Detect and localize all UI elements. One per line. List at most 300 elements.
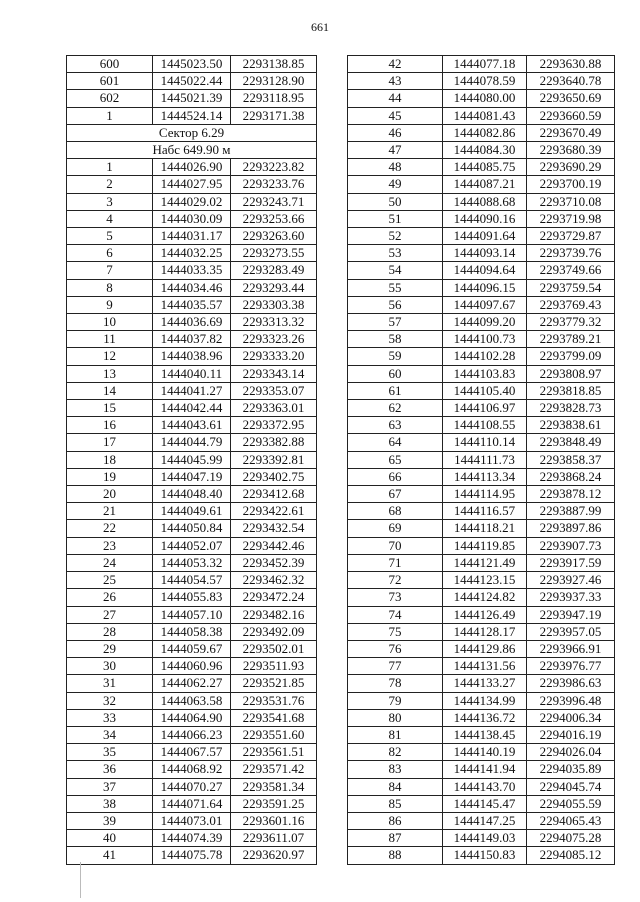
x-coordinate: 1444138.45 — [443, 726, 527, 743]
table-row — [67, 400, 317, 417]
x-coordinate: 1444145.47 — [443, 795, 527, 812]
y-coordinate: 2293382.88 — [231, 434, 317, 451]
table-row — [348, 692, 615, 709]
point-number: 2 — [67, 176, 153, 193]
x-coordinate: 1444091.64 — [443, 228, 527, 245]
table-row — [348, 606, 615, 623]
table-row — [67, 761, 317, 778]
table-row — [67, 778, 317, 795]
y-coordinate: 2293551.60 — [231, 726, 317, 743]
y-coordinate: 2294075.28 — [527, 830, 615, 847]
y-coordinate: 2294085.12 — [527, 847, 615, 864]
x-coordinate: 1444114.95 — [443, 486, 527, 503]
x-coordinate: 1444043.61 — [153, 417, 231, 434]
y-coordinate: 2293710.08 — [527, 193, 615, 210]
x-coordinate: 1444062.27 — [153, 675, 231, 692]
table-row — [348, 709, 615, 726]
x-coordinate: 1444082.86 — [443, 124, 527, 141]
y-coordinate: 2293680.39 — [527, 142, 615, 159]
x-coordinate: 1444057.10 — [153, 606, 231, 623]
y-coordinate: 2293789.21 — [527, 331, 615, 348]
y-coordinate: 2293273.55 — [231, 245, 317, 262]
y-coordinate: 2293233.76 — [231, 176, 317, 193]
point-number: 602 — [67, 90, 153, 107]
table-row — [67, 812, 317, 829]
point-number: 52 — [348, 228, 443, 245]
y-coordinate: 2293976.77 — [527, 658, 615, 675]
point-number: 9 — [67, 296, 153, 313]
table-row — [67, 228, 317, 245]
point-number: 40 — [67, 830, 153, 847]
point-number: 24 — [67, 554, 153, 571]
table-row — [67, 417, 317, 434]
x-coordinate: 1444524.14 — [153, 107, 231, 124]
x-coordinate: 1444032.25 — [153, 245, 231, 262]
point-number: 14 — [67, 382, 153, 399]
y-coordinate: 2294016.19 — [527, 726, 615, 743]
table-row — [348, 675, 615, 692]
point-number: 83 — [348, 761, 443, 778]
point-number: 3 — [67, 193, 153, 210]
x-coordinate: 1444048.40 — [153, 486, 231, 503]
point-number: 26 — [67, 589, 153, 606]
x-coordinate: 1444090.16 — [443, 210, 527, 227]
table-row — [348, 142, 615, 159]
table-row — [348, 554, 615, 571]
point-number: 1 — [67, 159, 153, 176]
table-row — [348, 812, 615, 829]
point-number: 48 — [348, 159, 443, 176]
section-title-row — [67, 124, 317, 141]
table-row — [67, 503, 317, 520]
y-coordinate: 2293293.44 — [231, 279, 317, 296]
point-number: 68 — [348, 503, 443, 520]
x-coordinate: 1444110.14 — [443, 434, 527, 451]
x-coordinate: 1444074.39 — [153, 830, 231, 847]
x-coordinate: 1444029.02 — [153, 193, 231, 210]
point-number: 76 — [348, 640, 443, 657]
table-row — [67, 675, 317, 692]
y-coordinate: 2293660.59 — [527, 107, 615, 124]
x-coordinate: 1444140.19 — [443, 744, 527, 761]
point-number: 41 — [67, 847, 153, 864]
y-coordinate: 2293828.73 — [527, 400, 615, 417]
table-row — [67, 451, 317, 468]
y-coordinate: 2293392.81 — [231, 451, 317, 468]
x-coordinate: 1444102.28 — [443, 348, 527, 365]
x-coordinate: 1444118.21 — [443, 520, 527, 537]
x-coordinate: 1444150.83 — [443, 847, 527, 864]
x-coordinate: 1444149.03 — [443, 830, 527, 847]
x-coordinate: 1445022.44 — [153, 73, 231, 90]
y-coordinate: 2293462.32 — [231, 572, 317, 589]
table-row — [348, 124, 615, 141]
point-number: 65 — [348, 451, 443, 468]
point-number: 15 — [67, 400, 153, 417]
point-number: 87 — [348, 830, 443, 847]
x-coordinate: 1444081.43 — [443, 107, 527, 124]
y-coordinate: 2293323.26 — [231, 331, 317, 348]
table-row — [67, 606, 317, 623]
table-row — [348, 830, 615, 847]
y-coordinate: 2293531.76 — [231, 692, 317, 709]
table-row — [348, 279, 615, 296]
table-row — [67, 537, 317, 554]
x-coordinate: 1444044.79 — [153, 434, 231, 451]
coordinates-table-right — [347, 55, 615, 865]
y-coordinate: 2293749.66 — [527, 262, 615, 279]
point-number: 70 — [348, 537, 443, 554]
table-row — [348, 537, 615, 554]
point-number: 46 — [348, 124, 443, 141]
x-coordinate: 1444026.90 — [153, 159, 231, 176]
x-coordinate: 1444036.69 — [153, 314, 231, 331]
table-row — [348, 193, 615, 210]
point-number: 47 — [348, 142, 443, 159]
table-row — [67, 262, 317, 279]
y-coordinate: 2293739.76 — [527, 245, 615, 262]
table-row — [348, 468, 615, 485]
y-coordinate: 2293620.97 — [231, 847, 317, 864]
table-row — [348, 296, 615, 313]
x-coordinate: 1444094.64 — [443, 262, 527, 279]
point-number: 45 — [348, 107, 443, 124]
x-coordinate: 1444052.07 — [153, 537, 231, 554]
x-coordinate: 1444084.30 — [443, 142, 527, 159]
point-number: 27 — [67, 606, 153, 623]
y-coordinate: 2293818.85 — [527, 382, 615, 399]
point-number: 42 — [348, 56, 443, 73]
y-coordinate: 2293253.66 — [231, 210, 317, 227]
point-number: 64 — [348, 434, 443, 451]
table-row — [348, 176, 615, 193]
table-row — [348, 90, 615, 107]
y-coordinate: 2293372.95 — [231, 417, 317, 434]
section-area: Набс 649.90 м — [67, 142, 317, 159]
table-row — [67, 56, 317, 73]
table-row — [67, 296, 317, 313]
point-number: 51 — [348, 210, 443, 227]
y-coordinate: 2293571.42 — [231, 761, 317, 778]
point-number: 32 — [67, 692, 153, 709]
y-coordinate: 2293957.05 — [527, 623, 615, 640]
point-number: 20 — [67, 486, 153, 503]
x-coordinate: 1444100.73 — [443, 331, 527, 348]
point-number: 21 — [67, 503, 153, 520]
table-row — [67, 847, 317, 864]
scan-edge-mark — [80, 862, 81, 898]
table-row — [348, 262, 615, 279]
table-row — [67, 382, 317, 399]
point-number: 33 — [67, 709, 153, 726]
x-coordinate: 1444088.68 — [443, 193, 527, 210]
table-row — [348, 210, 615, 227]
table-row — [348, 589, 615, 606]
y-coordinate: 2293838.61 — [527, 417, 615, 434]
table-row — [348, 73, 615, 90]
y-coordinate: 2293927.46 — [527, 572, 615, 589]
point-number: 61 — [348, 382, 443, 399]
table-row — [348, 159, 615, 176]
table-row — [348, 623, 615, 640]
x-coordinate: 1445023.50 — [153, 56, 231, 73]
left-table-rows — [67, 159, 317, 864]
point-number: 62 — [348, 400, 443, 417]
table-row — [348, 245, 615, 262]
right-table-rows — [348, 56, 615, 865]
y-coordinate: 2294065.43 — [527, 812, 615, 829]
point-number: 1 — [67, 107, 153, 124]
y-coordinate: 2293769.43 — [527, 296, 615, 313]
y-coordinate: 2293482.16 — [231, 606, 317, 623]
point-number: 35 — [67, 744, 153, 761]
y-coordinate: 2293128.90 — [231, 73, 317, 90]
x-coordinate: 1444136.72 — [443, 709, 527, 726]
section-area-row — [67, 142, 317, 159]
x-coordinate: 1444041.27 — [153, 382, 231, 399]
x-coordinate: 1444040.11 — [153, 365, 231, 382]
y-coordinate: 2294006.34 — [527, 709, 615, 726]
table-row — [67, 159, 317, 176]
table-row — [67, 744, 317, 761]
x-coordinate: 1444129.86 — [443, 640, 527, 657]
table-row — [67, 90, 317, 107]
point-number: 37 — [67, 778, 153, 795]
y-coordinate: 2293878.12 — [527, 486, 615, 503]
point-number: 59 — [348, 348, 443, 365]
y-coordinate: 2293808.97 — [527, 365, 615, 382]
point-number: 10 — [67, 314, 153, 331]
table-row — [67, 589, 317, 606]
y-coordinate: 2293492.09 — [231, 623, 317, 640]
table-row — [348, 486, 615, 503]
table-row — [67, 468, 317, 485]
point-number: 28 — [67, 623, 153, 640]
x-coordinate: 1444027.95 — [153, 176, 231, 193]
x-coordinate: 1444035.57 — [153, 296, 231, 313]
point-number: 12 — [67, 348, 153, 365]
y-coordinate: 2293700.19 — [527, 176, 615, 193]
x-coordinate: 1444075.78 — [153, 847, 231, 864]
point-number: 5 — [67, 228, 153, 245]
page-number: 661 — [311, 20, 329, 34]
x-coordinate: 1444097.67 — [443, 296, 527, 313]
y-coordinate: 2293591.25 — [231, 795, 317, 812]
point-number: 88 — [348, 847, 443, 864]
x-coordinate: 1444063.58 — [153, 692, 231, 709]
point-number: 63 — [348, 417, 443, 434]
y-coordinate: 2293283.49 — [231, 262, 317, 279]
table-row — [67, 554, 317, 571]
y-coordinate: 2294026.04 — [527, 744, 615, 761]
x-coordinate: 1444034.46 — [153, 279, 231, 296]
table-row — [67, 279, 317, 296]
table-row — [348, 400, 615, 417]
point-number: 600 — [67, 56, 153, 73]
y-coordinate: 2293868.24 — [527, 468, 615, 485]
point-number: 55 — [348, 279, 443, 296]
x-coordinate: 1444031.17 — [153, 228, 231, 245]
point-number: 56 — [348, 296, 443, 313]
y-coordinate: 2293541.68 — [231, 709, 317, 726]
y-coordinate: 2293937.33 — [527, 589, 615, 606]
y-coordinate: 2293947.19 — [527, 606, 615, 623]
table-row — [348, 331, 615, 348]
x-coordinate: 1444050.84 — [153, 520, 231, 537]
left-table-top-rows — [67, 56, 317, 125]
y-coordinate: 2293799.09 — [527, 348, 615, 365]
y-coordinate: 2293452.39 — [231, 554, 317, 571]
table-row — [348, 107, 615, 124]
point-number: 72 — [348, 572, 443, 589]
x-coordinate: 1444123.15 — [443, 572, 527, 589]
y-coordinate: 2293887.99 — [527, 503, 615, 520]
y-coordinate: 2293858.37 — [527, 451, 615, 468]
x-coordinate: 1444042.44 — [153, 400, 231, 417]
x-coordinate: 1444045.99 — [153, 451, 231, 468]
table-row — [67, 245, 317, 262]
x-coordinate: 1444054.57 — [153, 572, 231, 589]
table-row — [67, 193, 317, 210]
x-coordinate: 1444124.82 — [443, 589, 527, 606]
point-number: 84 — [348, 778, 443, 795]
x-coordinate: 1444033.35 — [153, 262, 231, 279]
x-coordinate: 1444078.59 — [443, 73, 527, 90]
y-coordinate: 2293402.75 — [231, 468, 317, 485]
table-row — [67, 314, 317, 331]
table-row — [67, 73, 317, 90]
x-coordinate: 1444070.27 — [153, 778, 231, 795]
point-number: 78 — [348, 675, 443, 692]
x-coordinate: 1444134.99 — [443, 692, 527, 709]
x-coordinate: 1444064.90 — [153, 709, 231, 726]
y-coordinate: 2293611.07 — [231, 830, 317, 847]
point-number: 7 — [67, 262, 153, 279]
y-coordinate: 2293138.85 — [231, 56, 317, 73]
y-coordinate: 2293986.63 — [527, 675, 615, 692]
x-coordinate: 1444119.85 — [443, 537, 527, 554]
table-row — [348, 348, 615, 365]
x-coordinate: 1444105.40 — [443, 382, 527, 399]
coordinates-table-left — [66, 55, 317, 865]
x-coordinate: 1444085.75 — [443, 159, 527, 176]
table-row — [67, 365, 317, 382]
point-number: 4 — [67, 210, 153, 227]
table-row — [348, 503, 615, 520]
point-number: 50 — [348, 193, 443, 210]
point-number: 17 — [67, 434, 153, 451]
point-number: 49 — [348, 176, 443, 193]
y-coordinate: 2293521.85 — [231, 675, 317, 692]
y-coordinate: 2293907.73 — [527, 537, 615, 554]
y-coordinate: 2293601.16 — [231, 812, 317, 829]
point-number: 74 — [348, 606, 443, 623]
x-coordinate: 1444047.19 — [153, 468, 231, 485]
table-row — [67, 520, 317, 537]
table-row — [67, 107, 317, 124]
y-coordinate: 2293502.01 — [231, 640, 317, 657]
y-coordinate: 2293650.69 — [527, 90, 615, 107]
x-coordinate: 1444141.94 — [443, 761, 527, 778]
left-table-section-header — [67, 124, 317, 158]
x-coordinate: 1444053.32 — [153, 554, 231, 571]
point-number: 66 — [348, 468, 443, 485]
point-number: 29 — [67, 640, 153, 657]
x-coordinate: 1444030.09 — [153, 210, 231, 227]
y-coordinate: 2293333.20 — [231, 348, 317, 365]
table-row — [67, 795, 317, 812]
table-row — [348, 572, 615, 589]
point-number: 80 — [348, 709, 443, 726]
x-coordinate: 1444093.14 — [443, 245, 527, 262]
point-number: 22 — [67, 520, 153, 537]
y-coordinate: 2294045.74 — [527, 778, 615, 795]
x-coordinate: 1444103.83 — [443, 365, 527, 382]
y-coordinate: 2293472.24 — [231, 589, 317, 606]
y-coordinate: 2293263.60 — [231, 228, 317, 245]
x-coordinate: 1444128.17 — [443, 623, 527, 640]
table-row — [348, 778, 615, 795]
table-row — [67, 830, 317, 847]
point-number: 19 — [67, 468, 153, 485]
table-row — [67, 331, 317, 348]
point-number: 8 — [67, 279, 153, 296]
y-coordinate: 2293719.98 — [527, 210, 615, 227]
x-coordinate: 1444131.56 — [443, 658, 527, 675]
x-coordinate: 1444147.25 — [443, 812, 527, 829]
y-coordinate: 2293343.14 — [231, 365, 317, 382]
point-number: 23 — [67, 537, 153, 554]
x-coordinate: 1444067.57 — [153, 744, 231, 761]
point-number: 601 — [67, 73, 153, 90]
point-number: 54 — [348, 262, 443, 279]
point-number: 34 — [67, 726, 153, 743]
y-coordinate: 2294035.89 — [527, 761, 615, 778]
table-row — [67, 726, 317, 743]
x-coordinate: 1444037.82 — [153, 331, 231, 348]
y-coordinate: 2293966.91 — [527, 640, 615, 657]
x-coordinate: 1444058.38 — [153, 623, 231, 640]
x-coordinate: 1444113.34 — [443, 468, 527, 485]
table-row — [348, 640, 615, 657]
point-number: 43 — [348, 73, 443, 90]
table-row — [348, 451, 615, 468]
x-coordinate: 1444055.83 — [153, 589, 231, 606]
x-coordinate: 1444111.73 — [443, 451, 527, 468]
table-row — [67, 348, 317, 365]
point-number: 82 — [348, 744, 443, 761]
x-coordinate: 1444087.21 — [443, 176, 527, 193]
point-number: 31 — [67, 675, 153, 692]
x-coordinate: 1444108.55 — [443, 417, 527, 434]
y-coordinate: 2293442.46 — [231, 537, 317, 554]
point-number: 36 — [67, 761, 153, 778]
x-coordinate: 1444066.23 — [153, 726, 231, 743]
y-coordinate: 2293848.49 — [527, 434, 615, 451]
x-coordinate: 1444099.20 — [443, 314, 527, 331]
x-coordinate: 1445021.39 — [153, 90, 231, 107]
y-coordinate: 2293353.07 — [231, 382, 317, 399]
point-number: 86 — [348, 812, 443, 829]
point-number: 60 — [348, 365, 443, 382]
table-row — [67, 210, 317, 227]
x-coordinate: 1444068.92 — [153, 761, 231, 778]
y-coordinate: 2293729.87 — [527, 228, 615, 245]
x-coordinate: 1444096.15 — [443, 279, 527, 296]
point-number: 25 — [67, 572, 153, 589]
point-number: 11 — [67, 331, 153, 348]
table-row — [348, 314, 615, 331]
